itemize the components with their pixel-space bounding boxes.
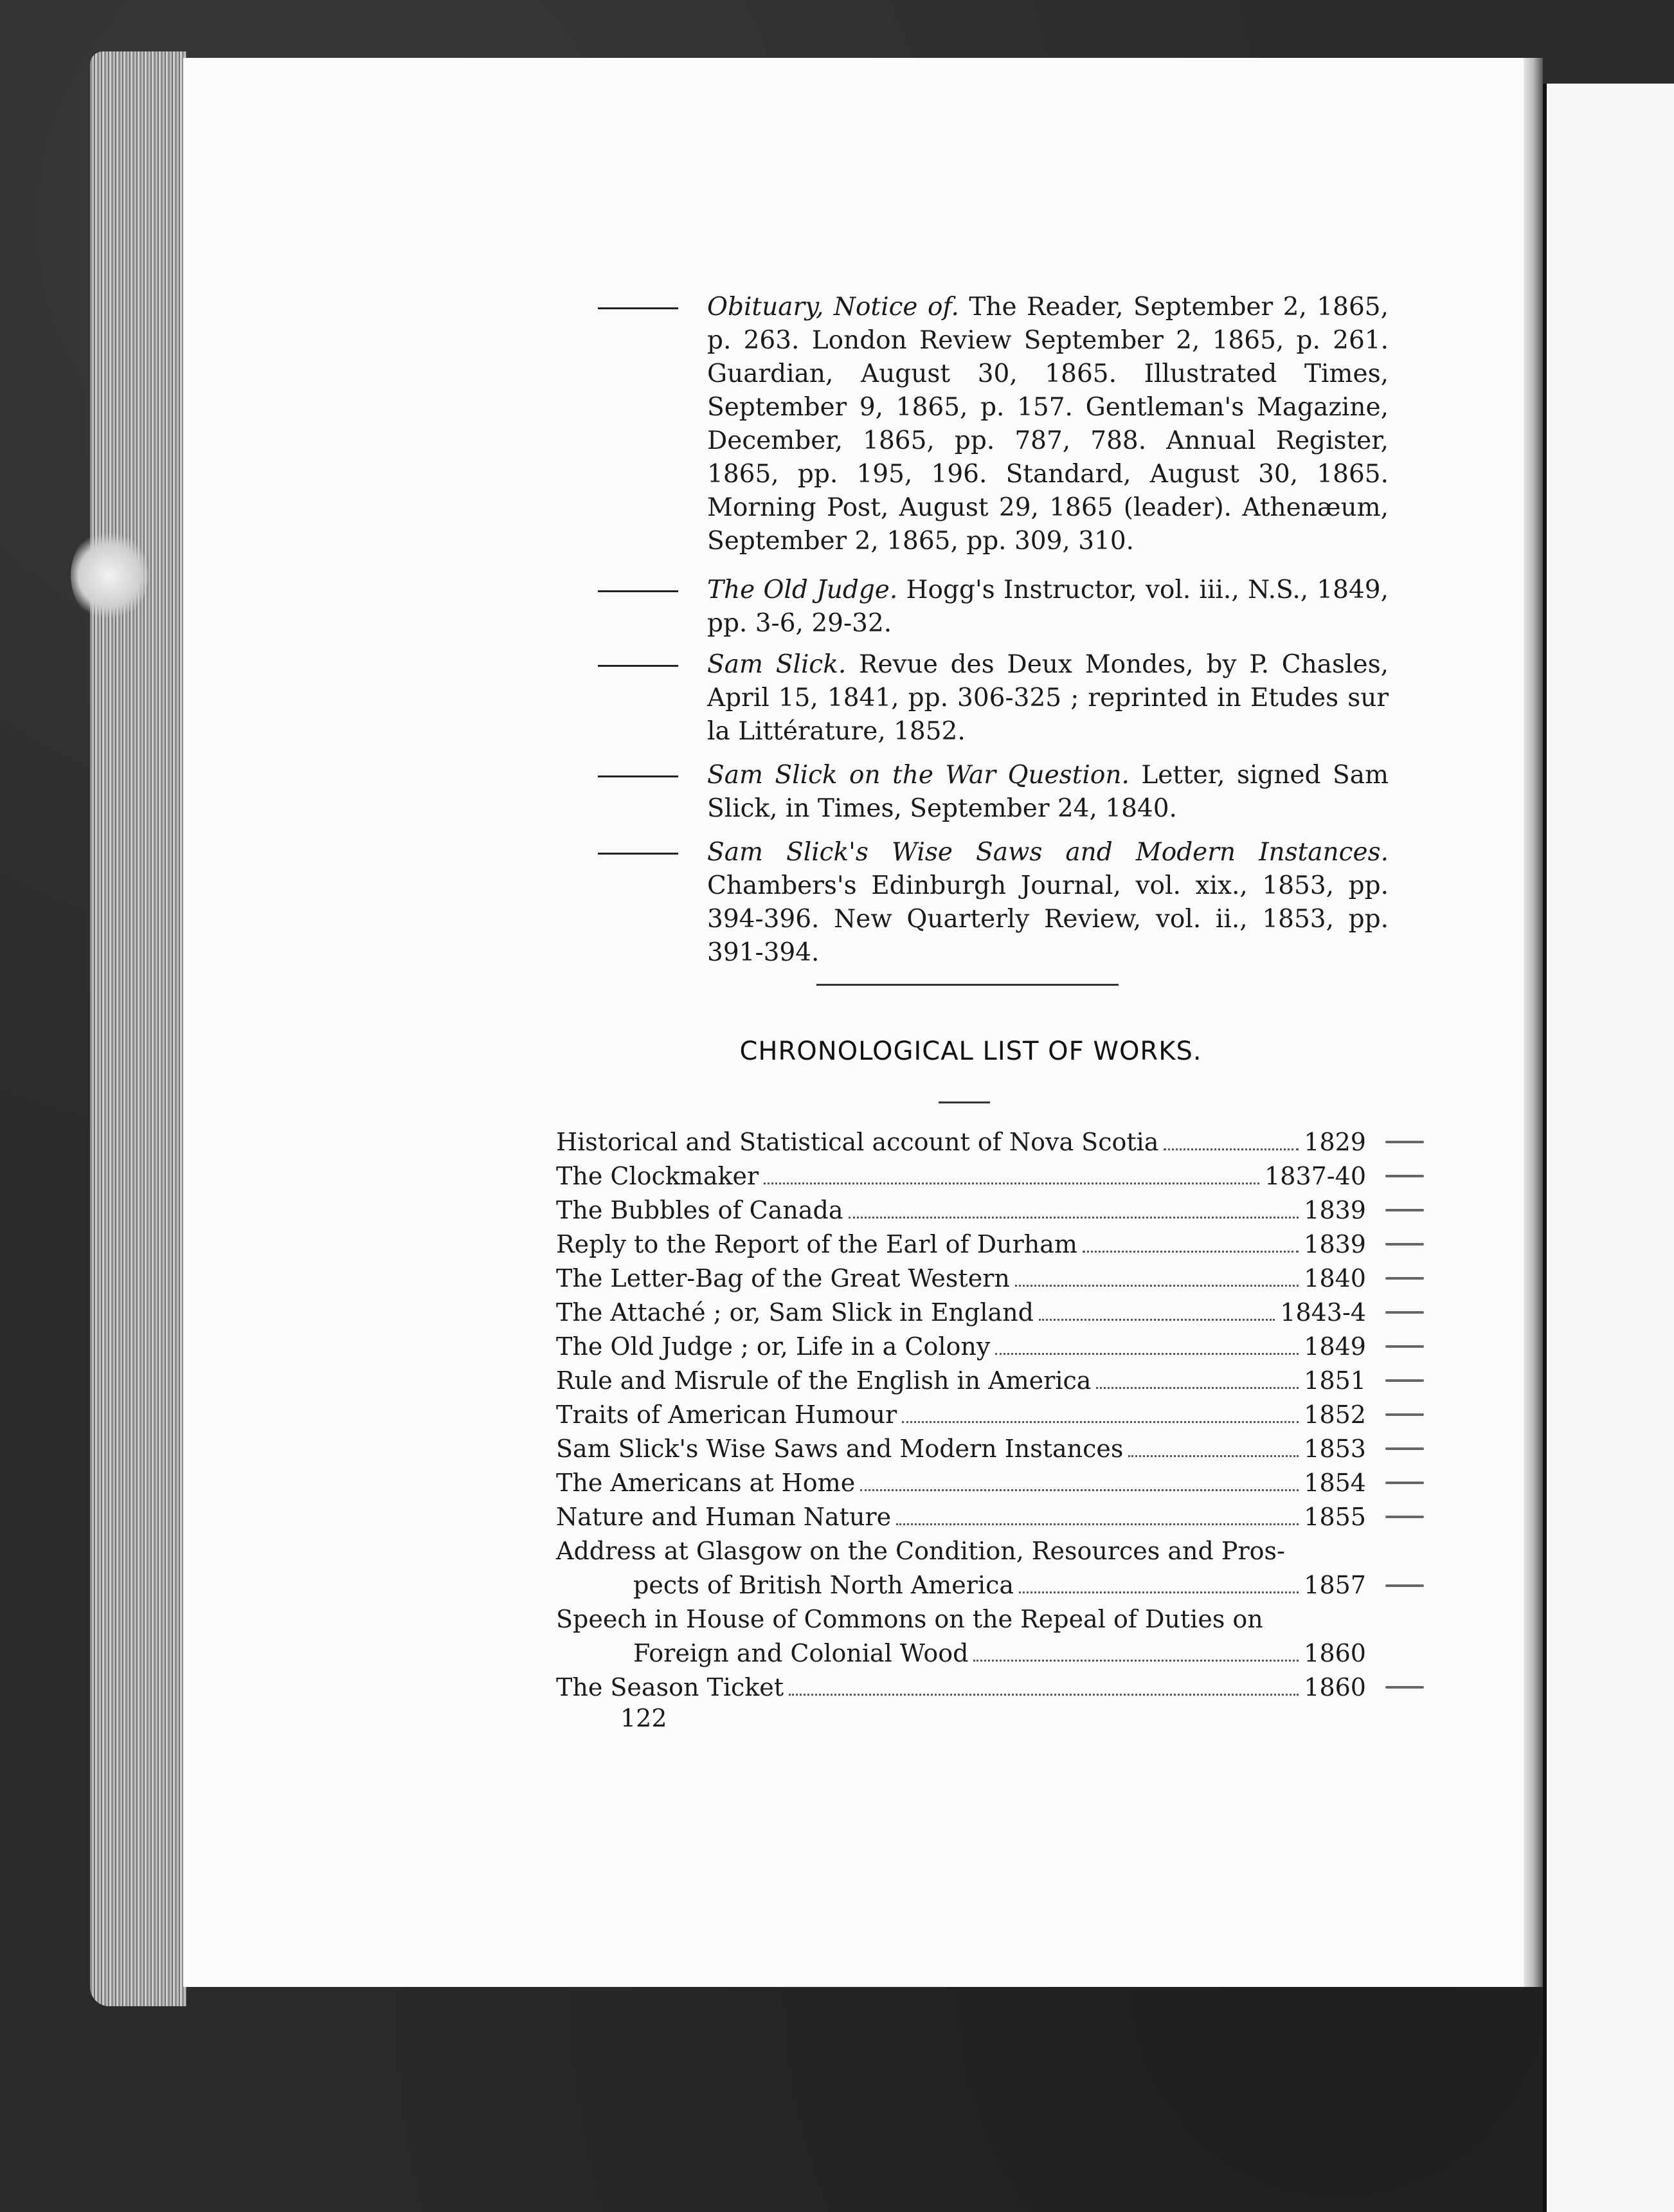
book-page-edges bbox=[90, 51, 186, 2006]
reference-text: The Reader, September 2, 1865, p. 263. London Review September 2, 1865, p. 261. Guardian, August 30, 1865. Illustrated Times, September 9, 1865, p. 157. Gentleman's Magazine, December, 1865, pp. 787, 788. Annual Register, 1865, pp. 195, 196. Standard, August 30, 1865. Morning Post, August 29, 1865 (leader). Athenæum, September 2, 1865, pp. 309, 310. bbox=[707, 293, 1389, 556]
pencil-mark bbox=[1385, 1447, 1424, 1450]
pencil-mark bbox=[1385, 1379, 1424, 1382]
work-year: 1860 bbox=[1304, 1639, 1366, 1667]
work-year: 1857 bbox=[1304, 1571, 1366, 1599]
gutter-shadow bbox=[1524, 58, 1543, 1987]
entry-dash bbox=[598, 590, 678, 592]
section-heading: CHRONOLOGICAL LIST OF WORKS. bbox=[739, 1037, 1202, 1066]
dot-leader bbox=[1019, 1591, 1299, 1593]
paper-damage bbox=[71, 527, 148, 624]
work-year: 1839 bbox=[1304, 1196, 1366, 1224]
work-title-continuation bbox=[556, 1636, 1366, 1671]
work-row bbox=[556, 1534, 1366, 1602]
work-row bbox=[556, 1398, 1366, 1432]
reference-text: Revue des Deux Mondes, by P. Chasles, April 15, 1841, pp. 306-325 ; reprinted in Etudes sur la Littérature, 1852. bbox=[707, 650, 1389, 746]
reference-text: Chambers's Edinburgh Journal, vol. xix., 1853, pp. 394-396. New Quarterly Review, vol. ii., 1853, pp. 391-394. bbox=[707, 871, 1389, 967]
work-row bbox=[556, 1296, 1366, 1330]
work-title: Sam Slick's Wise Saws and Modern Instances bbox=[556, 1435, 1124, 1463]
work-year: 1829 bbox=[1304, 1128, 1366, 1156]
work-title-line: Address at Glasgow on the Condition, Resources and Pros- bbox=[556, 1537, 1285, 1565]
work-title: Foreign and Colonial Wood bbox=[633, 1639, 969, 1667]
work-title: pects of British North America bbox=[633, 1571, 1014, 1599]
work-title: Traits of American Humour bbox=[556, 1401, 897, 1429]
work-title-line: Speech in House of Commons on the Repeal of Duties on bbox=[556, 1605, 1263, 1633]
page-number: 122 bbox=[620, 1704, 667, 1732]
work-year: 1840 bbox=[1304, 1264, 1366, 1292]
dot-leader bbox=[849, 1217, 1299, 1219]
reference-title: Sam Slick on the War Question. bbox=[707, 761, 1130, 790]
work-year: 1849 bbox=[1304, 1332, 1366, 1361]
work-title: The Clockmaker bbox=[556, 1162, 759, 1190]
pencil-mark bbox=[1385, 1686, 1424, 1689]
dot-leader bbox=[1039, 1319, 1275, 1321]
work-title: The Letter-Bag of the Great Western bbox=[556, 1264, 1010, 1292]
dot-leader bbox=[995, 1353, 1299, 1355]
reference-entry bbox=[707, 759, 1389, 826]
reference-entry bbox=[707, 291, 1389, 558]
work-row bbox=[556, 1432, 1366, 1466]
work-title: Nature and Human Nature bbox=[556, 1503, 892, 1531]
work-row bbox=[556, 1330, 1366, 1364]
reference-text: Hogg's Instructor, vol. iii., N.S., 1849, pp. 3-6, 29-32. bbox=[707, 576, 1389, 638]
reference-title: Sam Slick. bbox=[707, 650, 847, 679]
entry-dash bbox=[598, 775, 678, 777]
reference-text: Letter, signed Sam Slick, in Times, September 24, 1840. bbox=[707, 761, 1389, 823]
work-row bbox=[556, 1671, 1366, 1705]
work-year: 1837-40 bbox=[1264, 1162, 1366, 1190]
work-year: 1853 bbox=[1304, 1435, 1366, 1463]
pencil-mark bbox=[1385, 1311, 1424, 1314]
section-divider bbox=[816, 984, 1119, 986]
work-row bbox=[556, 1466, 1366, 1500]
work-year: 1855 bbox=[1304, 1503, 1366, 1531]
pencil-mark bbox=[1385, 1209, 1424, 1211]
work-row bbox=[556, 1228, 1366, 1262]
dot-leader bbox=[1015, 1285, 1299, 1287]
work-year: 1852 bbox=[1304, 1401, 1366, 1429]
work-title: Historical and Statistical account of Nova Scotia bbox=[556, 1128, 1159, 1156]
work-row bbox=[556, 1193, 1366, 1228]
pencil-mark bbox=[1385, 1175, 1424, 1177]
work-row bbox=[556, 1500, 1366, 1534]
reference-title: Sam Slick's Wise Saws and Modern Instances. bbox=[707, 838, 1389, 867]
work-title: The Season Ticket bbox=[556, 1673, 784, 1701]
pencil-mark bbox=[1385, 1277, 1424, 1280]
entry-dash bbox=[598, 307, 678, 309]
pencil-mark bbox=[1385, 1482, 1424, 1484]
work-year: 1843-4 bbox=[1280, 1298, 1366, 1327]
dot-leader bbox=[1096, 1387, 1299, 1389]
work-title: The Bubbles of Canada bbox=[556, 1196, 843, 1224]
work-title: Reply to the Report of the Earl of Durham bbox=[556, 1230, 1077, 1258]
work-year: 1854 bbox=[1304, 1469, 1366, 1497]
work-title: The Attaché ; or, Sam Slick in England bbox=[556, 1298, 1034, 1327]
dot-leader bbox=[902, 1421, 1299, 1423]
dot-leader bbox=[973, 1660, 1299, 1662]
dot-leader bbox=[789, 1694, 1299, 1696]
pencil-mark bbox=[1385, 1345, 1424, 1348]
work-row bbox=[556, 1262, 1366, 1296]
facing-page-edge bbox=[1543, 84, 1674, 2212]
pencil-mark bbox=[1385, 1584, 1424, 1587]
work-title: Rule and Misrule of the English in America bbox=[556, 1366, 1092, 1395]
reference-entry bbox=[707, 648, 1389, 748]
work-title: The Old Judge ; or, Life in a Colony bbox=[556, 1332, 991, 1361]
dot-leader bbox=[1164, 1148, 1299, 1150]
reference-title: Obituary, Notice of. bbox=[707, 293, 959, 322]
pencil-mark bbox=[1385, 1141, 1424, 1143]
dot-leader bbox=[764, 1183, 1259, 1184]
dot-leader bbox=[896, 1523, 1299, 1525]
entry-dash bbox=[598, 853, 678, 855]
reference-entry bbox=[707, 836, 1389, 970]
dot-leader bbox=[1083, 1251, 1299, 1253]
heading-underline bbox=[939, 1101, 990, 1103]
dot-leader bbox=[1128, 1455, 1299, 1457]
pencil-mark bbox=[1385, 1413, 1424, 1416]
pencil-mark bbox=[1385, 1516, 1424, 1518]
dot-leader bbox=[860, 1489, 1299, 1491]
work-title: The Americans at Home bbox=[556, 1469, 856, 1497]
work-year: 1851 bbox=[1304, 1366, 1366, 1395]
entry-dash bbox=[598, 665, 678, 667]
reference-entry bbox=[707, 574, 1389, 640]
work-row bbox=[556, 1159, 1366, 1193]
work-year: 1860 bbox=[1304, 1673, 1366, 1701]
reference-title: The Old Judge. bbox=[707, 576, 898, 604]
work-year: 1839 bbox=[1304, 1230, 1366, 1258]
work-title-continuation bbox=[556, 1568, 1366, 1602]
pencil-mark bbox=[1385, 1243, 1424, 1246]
work-row bbox=[556, 1364, 1366, 1398]
work-row bbox=[556, 1125, 1366, 1159]
works-list bbox=[556, 1125, 1366, 1705]
work-row bbox=[556, 1602, 1366, 1671]
